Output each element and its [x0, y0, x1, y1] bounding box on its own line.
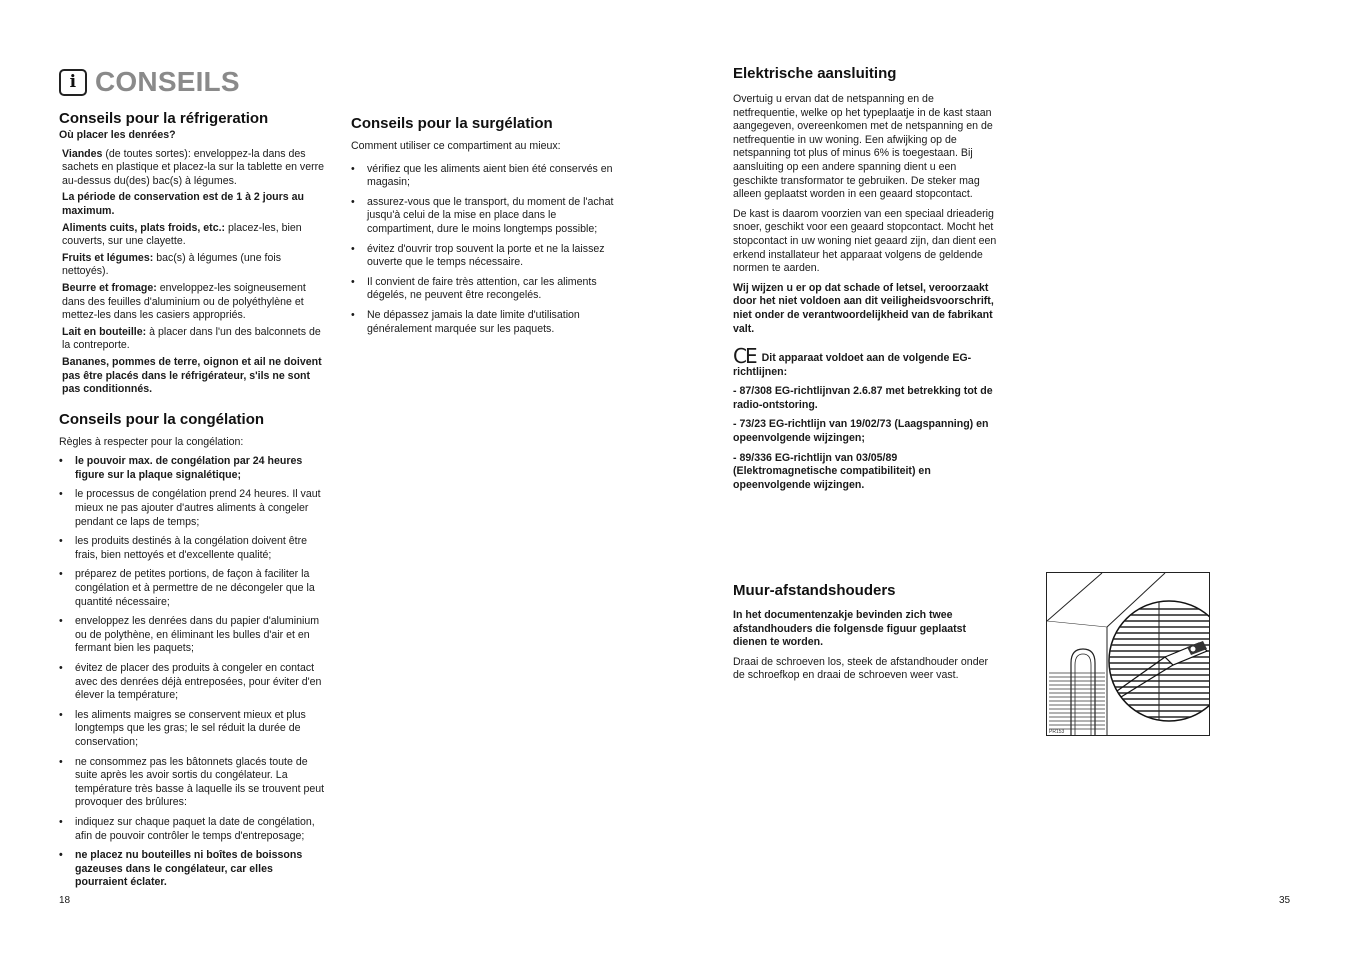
- list-item: • évitez de placer des produits à congeler en contact avec des denrées déjà entreposées, pour éviter d'en élever la température;: [59, 662, 325, 703]
- list-item: • le pouvoir max. de congélation par 24 heures figure sur la plaque signalétique;: [59, 455, 325, 482]
- list-item: • les produits destinés à la congélation doivent être frais, bien nettoyés et d'excellente qualité;: [59, 535, 325, 562]
- muur-p2: Draai de schroeven los, steek de afstandhouder onder de schroefkop en draai de schroeven weer vast.: [733, 655, 989, 682]
- label-fruits: Fruits et légumes:: [62, 251, 154, 264]
- congelation-intro: Règles à respecter pour la congélation:: [59, 435, 244, 448]
- surgelation-list: [351, 163, 617, 337]
- refrigeration-heading: Conseils pour la réfrigeration: [59, 110, 269, 127]
- elektrisch-p2: De kast is daarom voorzien van een speciaal drieaderig snoer, geschikt voor een geaard stopcontact. Mocht het stopcontact in uw woning niet geaard zijn, dan dient een erkend installateur het apparaat volgens de geldende normen te aarden.: [733, 207, 997, 275]
- para-aliments: [62, 222, 325, 249]
- page-title-text: CONSEILS: [95, 66, 240, 97]
- list-item: • Ne dépassez jamais la date limite d'utilisation généralement marquée sur les paquets.: [351, 309, 617, 336]
- ce-text: Dit apparaat voldoet aan de volgende EG-richtlijnen:: [733, 352, 972, 378]
- column-left: [59, 110, 325, 896]
- elektrisch-p1: Overtuig u ervan dat de netspanning en de netfrequentie, welke op het typeplaatje in de kast staan aangegeven, overeenkomen met de netspanning en de netfrequentie in uw woning. Een afwijking op de netspanning tot plus of minus 6% is toegestaan. Bij aansluiting op een andere spanning dient u een geschikte transformator te gebruiken. De steker mag alleen geplaatst worden in een geaard stopcontact.: [733, 93, 993, 201]
- list-item: • ne consommez pas les bâtonnets glacés toute de suite après les avoir sortis du congélateur. La température très basse à laquelle ils se trouvent peut provoquer des brûlures:: [59, 756, 325, 810]
- text-aliments: placez-les, bien couverts, sur une clayette.: [62, 221, 302, 248]
- list-item: • ne placez nu bouteilles ni boîtes de boissons gazeuses dans le congélateur, car elles pourraient éclater.: [59, 849, 325, 890]
- elektrisch-heading: Elektrische aansluiting: [733, 65, 897, 82]
- directive-1: - 87/308 EG-richtlijnvan 2.6.87 met betrekking tot de radio-ontstoring.: [733, 385, 993, 411]
- spacer-illustration: [1046, 572, 1210, 736]
- label-viandes: Viandes: [62, 147, 103, 160]
- ce-statement: [733, 344, 999, 379]
- refrigeration-block: [59, 148, 325, 397]
- page-number-right: 35: [1279, 895, 1291, 906]
- muur-heading: Muur-afstandshouders: [733, 582, 896, 599]
- column-right: [733, 65, 999, 495]
- muur-p1: In het documentenzakje bevinden zich twee afstandhouders die folgensde figuur geplaatst dienen te worden.: [733, 609, 967, 649]
- congelation-heading: Conseils pour la congélation: [59, 410, 265, 428]
- list-item: • les aliments maigres se conservent mieux et plus longtemps que les gras; le sel réduit la durée de conservation;: [59, 709, 325, 750]
- label-lait: Lait en bouteille:: [62, 325, 147, 338]
- list-item: • vérifiez que les aliments aient bien été conservés en magasin;: [351, 163, 617, 190]
- refrigeration-subheading: Où placer les denrées?: [59, 129, 176, 141]
- elektrisch-warning: Wij wijzen u er op dat schade of letsel, veroorzaakt door het niet voldoen aan dit veiligheidsvoorschrift, niet onder de verantwoordelijkheid van de fabrikant valt.: [733, 281, 994, 335]
- directive-2: - 73/23 EG-richtlijn van 19/02/73 (Laagspanning) en opeenvolgende wijzingen;: [733, 418, 989, 445]
- text-beurre: enveloppez-les soigneusement dans des feuilles d'aluminium ou de polyéthylène et mettez-les dans les casiers appropriés.: [62, 281, 306, 322]
- congelation-list: [59, 455, 325, 890]
- page-title: [59, 66, 240, 98]
- ce-mark-icon: CE: [733, 344, 756, 369]
- list-item: • indiquez sur chaque paquet la date de congélation, afin de pouvoir contrôler le temps d'entreposage;: [59, 816, 325, 843]
- label-aliments: Aliments cuits, plats froids, etc.:: [62, 221, 226, 234]
- text-lait: à placer dans l'un des balconnets de la contreporte.: [62, 325, 321, 352]
- label-beurre: Beurre et fromage:: [62, 281, 157, 294]
- page-number-left: 18: [59, 895, 71, 906]
- para-lait: [62, 326, 325, 353]
- directive-3: - 89/336 EG-richtlijn van 03/05/89 (Elektromagnetische compatibiliteit) en opeenvolgende wijzingen.: [733, 451, 931, 491]
- list-item: • évitez d'ouvrir trop souvent la porte et ne la laissez ouverte que le temps nécessaire.: [351, 243, 617, 270]
- para-conservation: La période de conservation est de 1 à 2 jours au maximum.: [62, 191, 304, 217]
- figure-code: PR153: [1049, 729, 1065, 735]
- muur-section: [733, 582, 999, 686]
- para-fruits: [62, 252, 325, 279]
- list-item: • préparez de petites portions, de façon à faciliter la congélation et à permettre de ne décongeler que la quantité nécessaire;: [59, 568, 325, 609]
- surgelation-heading: Conseils pour la surgélation: [351, 115, 553, 132]
- text-viandes: (de toutes sortes): enveloppez-la dans des sachets en plastique et placez-la sur la tablette en verre au-dessus du(des) bac(s) à légumes.: [62, 147, 325, 187]
- spacer-drawing: [1047, 573, 1209, 735]
- text-fruits: bac(s) à légumes (une fois nettoyés).: [62, 251, 282, 278]
- para-beurre: [62, 282, 325, 323]
- list-item: • enveloppez les denrées dans du papier d'aluminium ou de polythène, en éliminant les bulles d'air et en fermant bien les paquets;: [59, 615, 325, 656]
- column-middle: [351, 115, 617, 342]
- surgelation-intro: Comment utiliser ce compartiment au mieux:: [351, 140, 561, 152]
- list-item: • assurez-vous que le transport, du moment de l'achat jusqu'à celui de la mise en place dans le compartiment, dure le moins longtemps possible;: [351, 196, 617, 237]
- list-item: • Il convient de faire très attention, car les aliments dégelés, ne peuvent être recongelés.: [351, 276, 617, 303]
- para-bananes: Bananes, pommes de terre, oignon et ail ne doivent pas être placés dans le réfrigérateur, s'ils ne sont pas conditionnés.: [62, 355, 322, 396]
- info-icon: i: [59, 69, 87, 96]
- list-item: • le processus de congélation prend 24 heures. Il vaut mieux ne pas ajouter d'autres aliments à congeler pendant ce laps de temps;: [59, 488, 325, 529]
- para-viandes: [62, 148, 325, 189]
